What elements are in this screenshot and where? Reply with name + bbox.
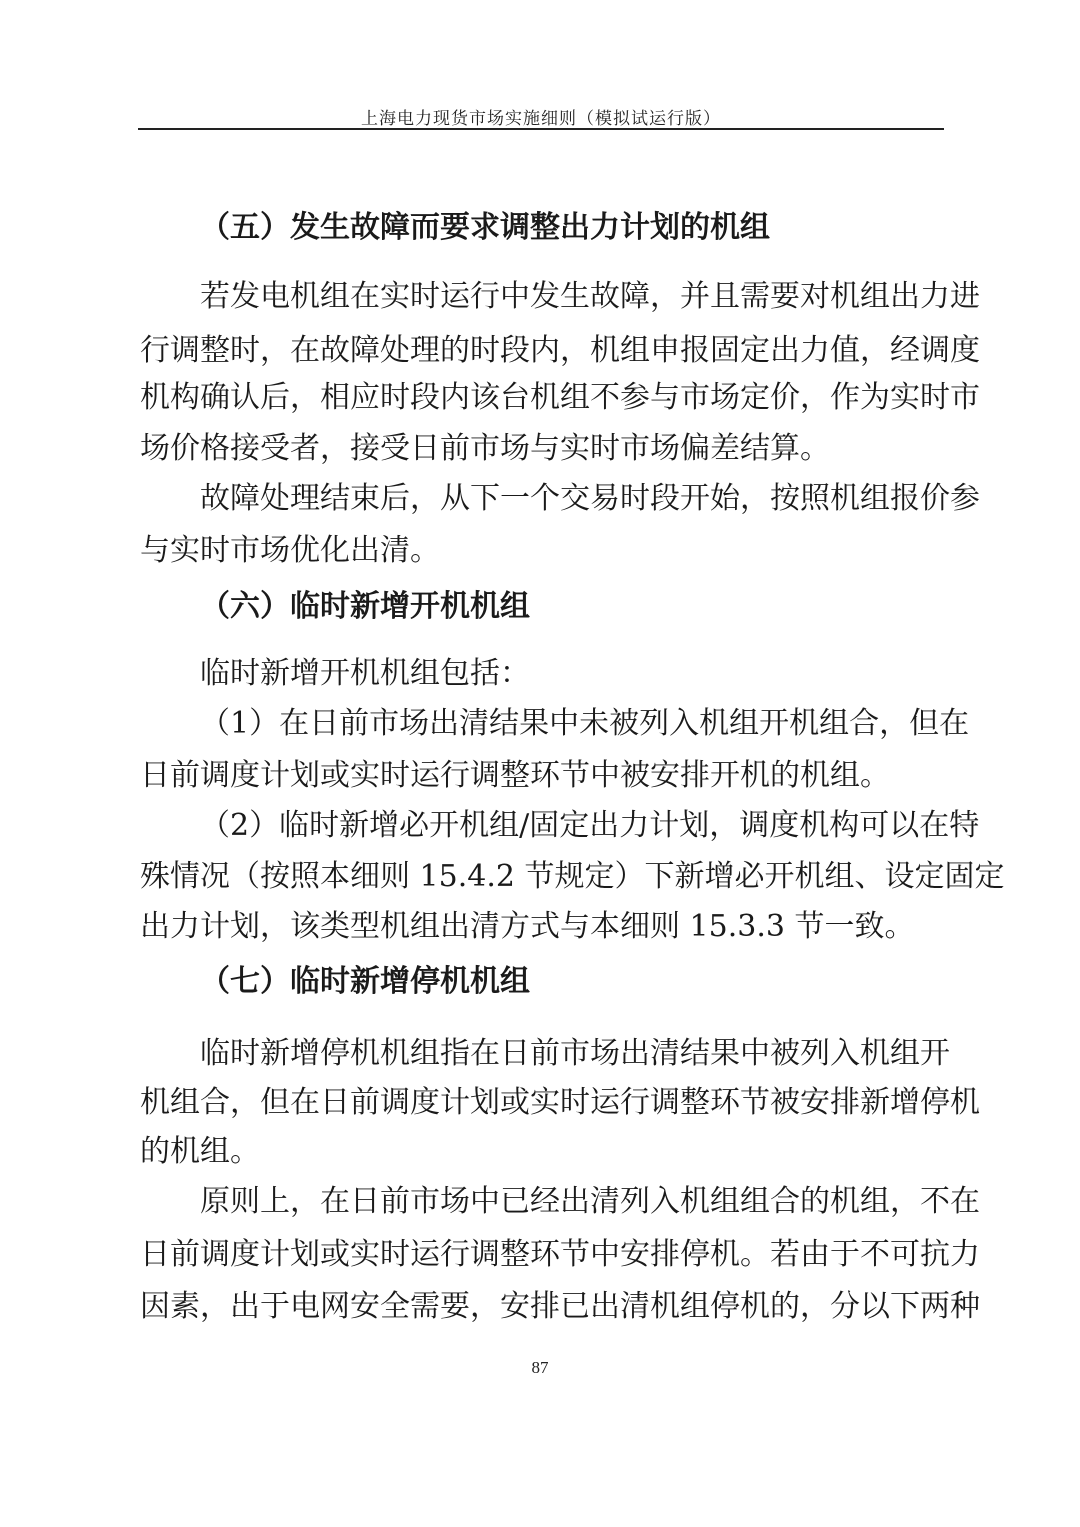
paragraph-line: 原则上，在日前市场中已经出清列入机组组合的机组，不在	[200, 1184, 980, 1219]
paragraph-line: 机组合，但在日前调度计划或实时运行调整环节被安排新增停机	[140, 1085, 980, 1120]
paragraph-line: 的机组。	[140, 1134, 260, 1169]
running-header: 上海电力现货市场实施细则（模拟试运行版）	[361, 109, 721, 129]
list-item-line: （1）在日前市场出清结果中未被列入机组开机组合，但在	[200, 706, 970, 741]
paragraph-line: 机构确认后，相应时段内该台机组不参与市场定价，作为实时市	[140, 380, 980, 415]
paragraph-line: 故障处理结束后，从下一个交易时段开始，按照机组报价参	[200, 481, 980, 516]
paragraph-line: 临时新增开机机组包括：	[200, 656, 530, 691]
paragraph-line: 场价格接受者，接受日前市场与实时市场偏差结算。	[140, 431, 830, 466]
paragraph-line: 若发电机组在实时运行中发生故障，并且需要对机组出力进	[200, 279, 980, 314]
page-number: 87	[531, 1358, 549, 1377]
header-rule	[138, 128, 944, 130]
paragraph-line: 日前调度计划或实时运行调整环节中安排停机。若由于不可抗力	[140, 1237, 980, 1272]
section-heading-5: （五）发生故障而要求调整出力计划的机组	[200, 210, 770, 245]
paragraph-line: 行调整时，在故障处理的时段内，机组申报固定出力值，经调度	[140, 333, 980, 368]
section-heading-6: （六）临时新增开机机组	[200, 589, 530, 624]
list-item-line: 日前调度计划或实时运行调整环节中被安排开机的机组。	[140, 758, 890, 793]
section-heading-7: （七）临时新增停机机组	[200, 964, 530, 999]
paragraph-line: 因素，出于电网安全需要，安排已出清机组停机的，分以下两种	[140, 1289, 980, 1324]
list-item-line: 殊情况（按照本细则 15.4.2 节规定）下新增必开机组、设定固定	[140, 859, 1005, 894]
paragraph-line: 与实时市场优化出清。	[140, 533, 440, 568]
paragraph-line: 临时新增停机机组指在日前市场出清结果中被列入机组开	[200, 1036, 950, 1071]
list-item-line: （2）临时新增必开机组/固定出力计划，调度机构可以在特	[200, 808, 980, 843]
list-item-line: 出力计划，该类型机组出清方式与本细则 15.3.3 节一致。	[140, 909, 915, 944]
